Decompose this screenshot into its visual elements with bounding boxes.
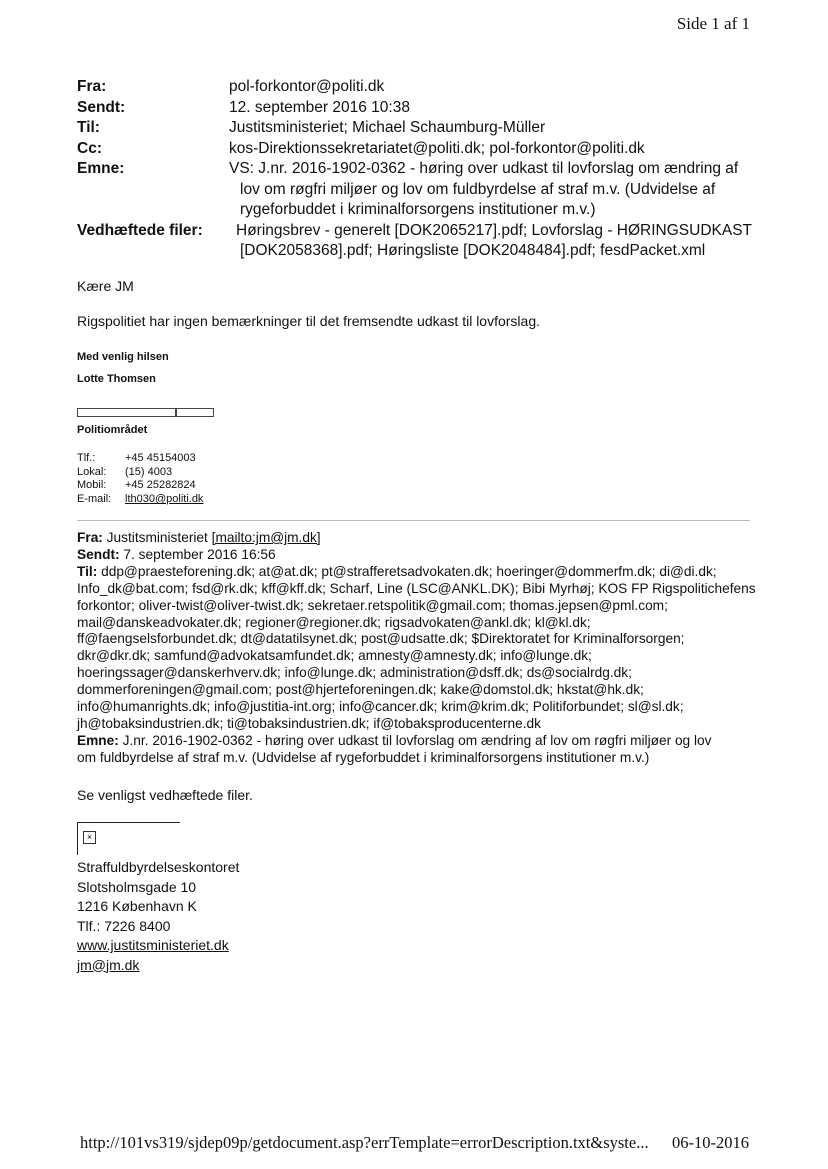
- placeholder-box: [77, 408, 176, 417]
- fwd-to-line[interactable]: forkontor; oliver-twist@oliver-twist.dk; sekretaer.retspolitik@gmail.com; thomas.jepsen@pml.com;: [77, 597, 668, 613]
- cc-value: kos-Direktionssekretariatet@politi.dk; pol-forkontor@politi.dk: [229, 139, 645, 157]
- subject-line: lov om røgfri miljøer og lov om fuldbyrdelse af straf m.v. (Udvidelse af: [240, 180, 716, 198]
- attachments-row: [77, 221, 757, 262]
- fwd-sent-row: [77, 547, 757, 564]
- from-row: [77, 77, 757, 98]
- message-body: [77, 278, 540, 329]
- subject-row: [77, 159, 757, 221]
- from-label: Fra:: [77, 78, 107, 95]
- placeholder-box: [176, 408, 214, 417]
- lokal-value: (15) 4003: [125, 465, 173, 478]
- office-name: Straffuldbyrdelseskontoret: [77, 859, 240, 875]
- lokal-label: Lokal:: [77, 465, 107, 478]
- fwd-to-line[interactable]: dkr@dkr.dk; samfund@advokatsamfundet.dk; amnesty@amnesty.dk; info@lunge.dk;: [77, 648, 592, 664]
- signature-unit: Politiområdet: [77, 424, 148, 436]
- attachments-line: Høringsbrev - generelt [DOK2065217].pdf; Lovforslag - HØRINGSUDKAST: [236, 221, 753, 239]
- fwd-sent-label: Sendt:: [77, 546, 120, 562]
- tlf-value: +45 45154003: [125, 452, 196, 464]
- cc-label: Cc:: [77, 139, 102, 157]
- logo-image-placeholder: [77, 822, 180, 855]
- email-link[interactable]: jm@jm.dk: [77, 956, 140, 973]
- fwd-message-text: Se venligst vedhæftede filer.: [77, 787, 253, 803]
- signature-image-placeholder: [77, 408, 214, 416]
- fwd-subject-row: [77, 733, 757, 750]
- greeting: Kære JM: [77, 278, 134, 294]
- attachments-value: [236, 221, 757, 262]
- mobil-label: Mobil:: [77, 479, 107, 492]
- fwd-to-line[interactable]: Info_dk@bat.com; fsd@rk.dk; kff@kff.dk; Scharf, Line (LSC@ANKL.DK); Bibi Myrhøj; KOS FP Rigspolitichefens: [77, 580, 756, 596]
- separator: [77, 520, 750, 521]
- page-number: Side 1 af 1: [676, 14, 750, 33]
- forwarded-message: [77, 530, 757, 767]
- attachments-label: Vedhæftede filer:: [77, 221, 203, 239]
- cc-row: [77, 139, 757, 160]
- fwd-subject-line2: om fuldbyrdelse af straf m.v. (Udvidelse af rygeforbuddet i kriminalforsorgens institutioner m.v.): [77, 749, 650, 765]
- address-block: [77, 858, 239, 975]
- email-header: [77, 77, 757, 262]
- to-row: [77, 118, 757, 139]
- subject-value: [229, 159, 757, 221]
- sent-label: Sendt:: [77, 98, 126, 116]
- fwd-subject-label: Emne:: [77, 732, 119, 748]
- to-label: Til:: [77, 119, 100, 136]
- fwd-to-line: [77, 564, 757, 581]
- signature-closing: Med venlig hilsen: [77, 351, 169, 363]
- from-value: pol-forkontor@politi.dk: [229, 78, 385, 95]
- fwd-to-line[interactable]: info@humanrights.dk; info@justitia-int.org; info@cancer.dk; krim@krim.dk; Politiforbundet; sl@sl.dk;: [77, 699, 684, 715]
- fwd-to-line[interactable]: ff@faengselsforbundet.dk; dt@datatilsynet.dk; post@udsatte.dk; $Direktoratet for Kriminalforsorgen;: [77, 631, 685, 647]
- website-link[interactable]: www.justitsministeriet.dk: [77, 937, 229, 953]
- fwd-to-line[interactable]: hoeringssager@danskerhverv.dk; info@lunge.dk; administration@dsff.dk; ds@socialrdg.dk;: [77, 665, 632, 681]
- footer-url: http://101vs319/sjdep09p/getdocument.asp?errTemplate=errorDescription.txt&syste...: [80, 1133, 649, 1152]
- email-label: E-mail:: [77, 493, 112, 506]
- fwd-subject-value: J.nr. 2016-1902-0362 - høring over udkast til lovforslag om ændring af lov om røgfri miljøer og lov: [122, 732, 712, 748]
- fwd-to-text[interactable]: ddp@praesteforening.dk; at@at.dk; pt@strafferetsadvokaten.dk; hoeringer@dommerfm.dk; di@di.dk;: [101, 563, 717, 579]
- contact-details: [77, 452, 203, 507]
- fwd-from-label: Fra:: [77, 530, 103, 545]
- broken-image-icon: ×: [83, 831, 96, 844]
- subject-line: VS: J.nr. 2016-1902-0362 - høring over udkast til lovforslag om ændring af: [229, 160, 739, 177]
- message-text: Rigspolitiet har ingen bemærkninger til det fremsendte udkast til lovforslag.: [77, 313, 541, 329]
- fwd-sent-value: 7. september 2016 16:56: [123, 546, 276, 562]
- fwd-to-label: Til:: [77, 563, 98, 579]
- fwd-from-row: [77, 530, 757, 547]
- fwd-to-line[interactable]: mail@danskeadvokater.dk; regioner@regioner.dk; rigsadvokaten@ankl.dk; kl@kl.dk;: [77, 614, 591, 630]
- signature-name: Lotte Thomsen: [77, 373, 156, 385]
- fwd-from-value: Justitsministeriet: [106, 530, 208, 545]
- fwd-mailto-link[interactable]: [mailto:jm@jm.dk]: [211, 530, 321, 545]
- sent-value: 12. september 2016 10:38: [229, 98, 410, 116]
- sent-row: [77, 98, 757, 119]
- attachments-line: [DOK2058368].pdf; Høringsliste [DOK2048484].pdf; fesdPacket.xml: [240, 242, 706, 259]
- street: Slotsholmsgade 10: [77, 878, 197, 895]
- signature: [77, 351, 169, 385]
- fwd-to-line[interactable]: dommerforeningen@gmail.com; post@hjerteforeningen.dk; kake@domstol.dk; hkstat@hk.dk;: [77, 682, 644, 698]
- phone: Tlf.: 7226 8400: [77, 917, 171, 934]
- fwd-to-row: [77, 564, 757, 733]
- footer-date: 06-10-2016: [672, 1133, 749, 1152]
- tlf-label: Tlf.:: [77, 452, 96, 464]
- city: 1216 København K: [77, 898, 197, 914]
- to-value: Justitsministeriet; Michael Schaumburg-Müller: [229, 119, 546, 136]
- subject-label: Emne:: [77, 160, 125, 177]
- email-link[interactable]: lth030@politi.dk: [125, 493, 204, 506]
- fwd-to-line[interactable]: jh@tobaksindustrien.dk; ti@tobaksindustrien.dk; if@tobaksproducenterne.dk: [77, 715, 541, 731]
- subject-line: rygeforbuddet i kriminalforsorgens institutioner m.v.): [240, 201, 596, 218]
- signature-unit-block: [77, 424, 147, 436]
- mobil-value: +45 25282824: [125, 479, 196, 492]
